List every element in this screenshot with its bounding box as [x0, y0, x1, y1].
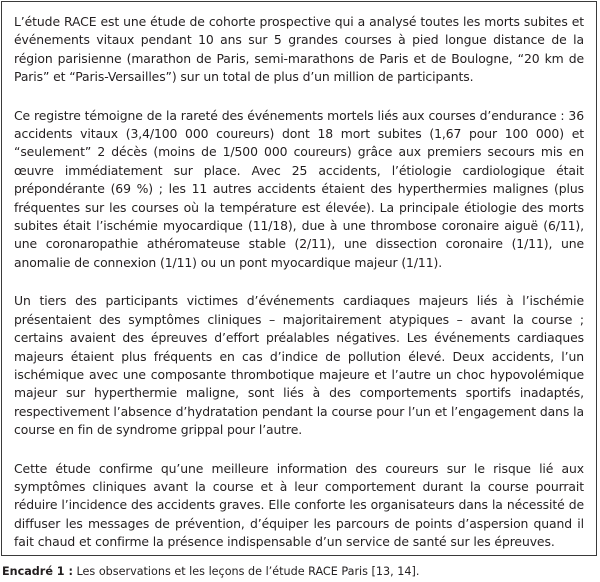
text-box [1, 1, 597, 556]
paragraph-conclusion: Cette étude confirme qu’une meilleure information des coureurs sur le risque lié aux symptômes cliniques avant la course et à leur comportement durant la course pourrait réduire l’incidence des accidents graves. Elle conforte les organisateurs dans la nécessité de diffuser les messages de prévention, d’équiper les parcours de points d’aspersion quand il fait chaud et confirme la présence indispensable d’un service de santé sur les épreuves. [14, 460, 584, 550]
caption-text: Les observations et les leçons de l’étude RACE Paris [13, 14]. [72, 565, 420, 578]
paragraph-symptoms: Un tiers des participants victimes d’événements cardiaques majeurs liés à l’ischémie présentaient des symptômes cliniques – majoritairement atypiques – avant la course ; certains avaient des épreuves d’effort préalables négatives. Les événements cardiaques majeurs étaient plus fréquents en cas d’indice de pollution élevé. Deux accidents, l’un ischémique avec une composante thrombotique majeure et l’autre un choc hypovolémique majeur sur hyperthermie maligne, sont liés à des comportements sportifs inadaptés, respectivement l’absence d’hydratation pendant la course pour l’un et l’engagement dans la course en fin de syndrome grippal pour l’autre. [14, 293, 584, 438]
box-caption [2, 565, 598, 579]
paragraph-registry: Ce registre témoigne de la rareté des événements mortels liés aux courses d’endurance : 36 accidents vitaux (3,4/100 000 coureurs) dont 18 mort subites (1,67 pour 100 000) et “seulement” 2 décès (moins de 1/500 000 coureurs) grâce aux premiers secours mis en œuvre immédiatement sur place. Avec 25 accidents, l’étiologie cardiologique était prépondérante (69 %) ; les 11 autres accidents étaient des hyperthermies malignes (plus fréquentes sur les courses où la température est élevée). La principale étiologie des morts subites était l’ischémie myocardique (11/18), due à une thrombose coronaire aiguë (6/11), une coronaropathie athéromateuse stable (2/11), une dissection coronaire (1/11), une anomalie de connexion (1/11) ou un pont myocardique majeur (1/11). [14, 107, 584, 270]
paragraph-intro: L’étude RACE est une étude de cohorte prospective qui a analysé toutes les morts subites et événements vitaux pendant 10 ans sur 5 grandes courses à pied longue distance de la région parisienne (marathon de Paris, semi-marathons de Paris et de Boulogne, “20 km de Paris” et “Paris-Versailles”) sur un total de plus d’un million de participants. [14, 14, 584, 85]
caption-label: Encadré 1 : [2, 565, 73, 578]
